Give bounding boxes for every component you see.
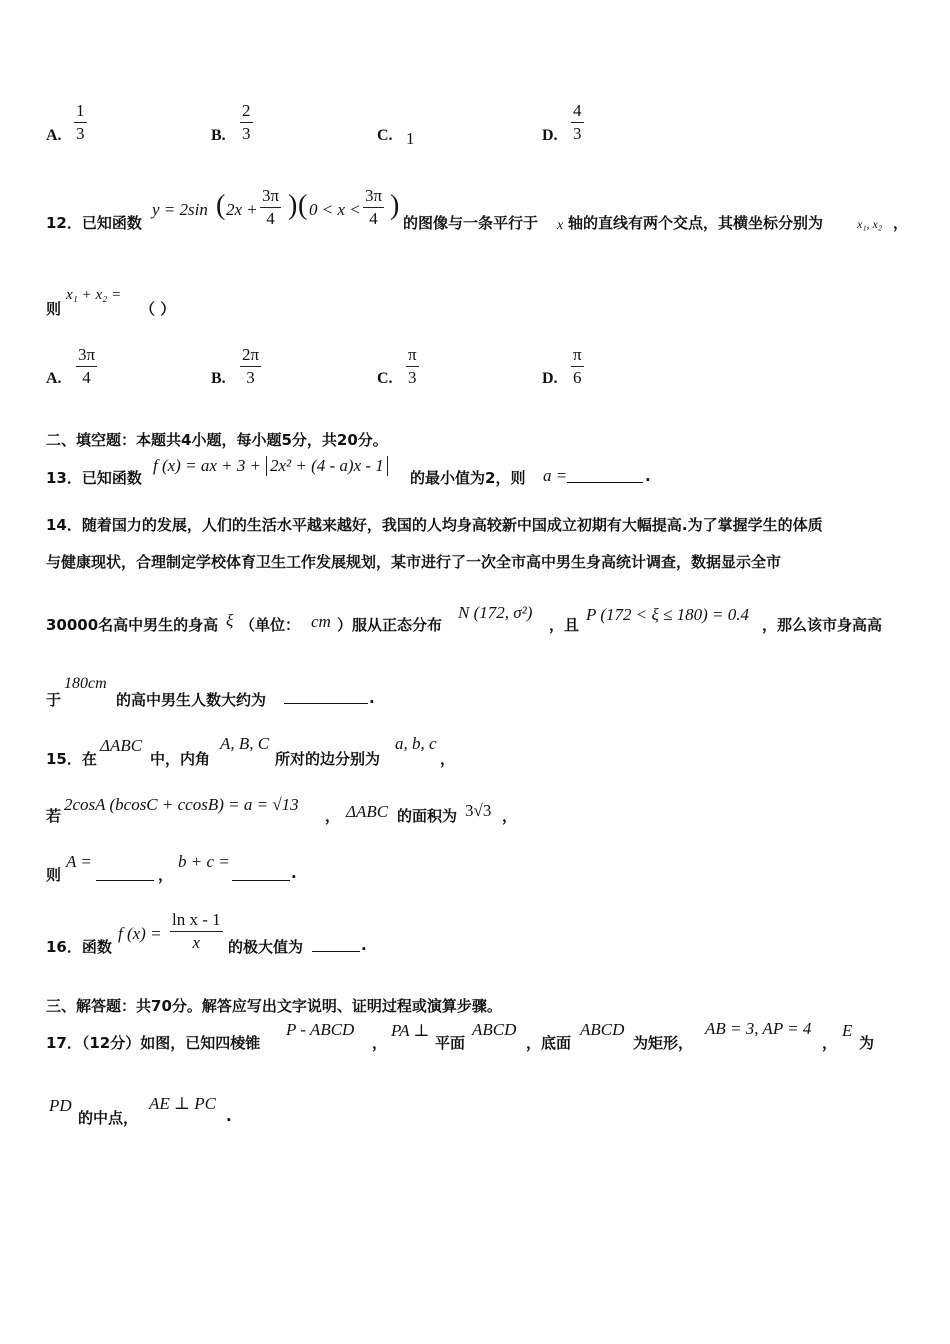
q16-number: 16．函数 xyxy=(46,938,112,956)
q17-number: 17．（12分）如图，已知四棱锥 xyxy=(46,1034,261,1052)
q12-lparen: ( xyxy=(216,190,226,221)
q12-option-a-label: A. xyxy=(46,370,62,387)
q17-end: . xyxy=(226,1107,232,1125)
q11-option-b-label: B. xyxy=(211,127,226,144)
q14-line-1: 14．随着国力的发展，人们的生活水平越来越好，我国的人均身高较新中国成立初期有大幅提高.为了掌握学生的体质 xyxy=(46,516,823,534)
q14-line-3e: ，那么该市身高高 xyxy=(762,616,883,634)
q13-text: 的最小值为2，则 xyxy=(410,469,526,487)
q12-option-d-fraction: π 6 xyxy=(573,345,582,387)
q12-text-mid: 的图像与一条平行于 xyxy=(403,214,539,232)
q17-plane: 平面 xyxy=(435,1034,466,1052)
q15-answer-bc-blank[interactable] xyxy=(232,866,290,881)
q15-triangle: ΔABC xyxy=(100,736,143,755)
q17-lengths: AB = 3, AP = 4 xyxy=(705,1019,812,1038)
q13-expr-a: f (x) = ax + 3 + xyxy=(153,456,262,475)
q14-cm: cm xyxy=(311,612,331,631)
q17-comma-3: ， xyxy=(822,1034,838,1052)
q15-triangle-2: ΔABC xyxy=(346,802,389,821)
q15-sides: a, b, c xyxy=(395,734,437,753)
q15-comma: ， xyxy=(440,750,456,768)
q12-option-a-fraction: 3π 4 xyxy=(78,345,96,387)
q16-end: . xyxy=(361,936,367,954)
q15-comma-2: ， xyxy=(158,866,174,884)
q12-option-c-fraction: π 3 xyxy=(408,345,417,387)
q12-comma: ， xyxy=(893,214,909,232)
q11-option-c-value: 1 xyxy=(406,129,415,148)
q16-answer-blank[interactable] xyxy=(312,937,360,952)
q12-option-d-label: D. xyxy=(542,370,558,387)
q12-text-end: 轴的直线有两个交点，其横坐标分别为 xyxy=(568,214,824,232)
section-3-heading: 三、解答题：共70分。解答应写出文字说明、证明过程或演算步骤。 xyxy=(46,997,502,1015)
q11-option-b-fraction: 2 3 xyxy=(242,101,251,143)
q12-option-b-label: B. xyxy=(211,370,226,387)
q12-option-c-label: C. xyxy=(377,370,393,387)
q14-end: . xyxy=(369,689,375,707)
q17-pd: PD xyxy=(49,1096,72,1115)
q14-180cm: 180cm xyxy=(64,675,107,692)
q11-option-a-label: A. xyxy=(46,127,62,144)
q15-A-eq: A = xyxy=(66,852,92,871)
q12-range-rparen: ) xyxy=(390,190,400,221)
q14-xi: ξ xyxy=(226,611,234,630)
q15-area: 3√3 xyxy=(465,801,492,820)
q12-range-fraction: 3π 4 xyxy=(365,186,383,228)
q17-is: 为 xyxy=(859,1034,875,1052)
q17-comma-1: ， xyxy=(372,1034,388,1052)
q16-text: 的极大值为 xyxy=(228,938,304,956)
q17-base: ，底面 xyxy=(526,1034,572,1052)
q12-range-start: 0 < x < xyxy=(309,200,361,219)
q14-answer-blank[interactable] xyxy=(284,689,368,704)
q15-text-4: 的面积为 xyxy=(397,807,458,825)
q17-rectangle: 为矩形， xyxy=(633,1034,694,1052)
q14-probability: P (172 < ξ ≤ 180) = 0.4 xyxy=(586,605,749,624)
q15-equation: 2cosA (bcosC + ccosB) = a = √13 xyxy=(64,795,299,814)
q14-line-2: 与健康现状，合理制定学校体育卫生工作发展规划，某市进行了一次全市高中男生身高统计调查，数据显示全市 xyxy=(46,553,782,571)
q17-E: E xyxy=(842,1021,853,1040)
q12-fn-fraction: 3π 4 xyxy=(262,186,280,228)
q12-x1x2: x₁, x₂ xyxy=(857,217,882,231)
q15-angles: A, B, C xyxy=(220,734,270,753)
q13-expr-abs: 2x² + (4 - a)x - 1 xyxy=(266,456,388,476)
q15-if: 若 xyxy=(46,807,62,825)
q13-number: 13．已知函数 xyxy=(46,469,142,487)
q12-fn-2x: 2x + xyxy=(226,200,258,219)
q13-end: . xyxy=(645,467,651,485)
q14-line-3b: （单位： xyxy=(240,616,301,634)
q16-fraction: ln x - 1 x xyxy=(172,910,221,952)
q11-option-c-label: C. xyxy=(377,127,393,144)
q17-abcd: ABCD xyxy=(472,1020,517,1039)
q17-ae-perp: AE ⊥ PC xyxy=(149,1094,216,1113)
q15-number: 15．在 xyxy=(46,750,97,768)
q14-line-4b: 的高中男生人数大约为 xyxy=(116,691,267,709)
q11-option-a-fraction: 1 3 xyxy=(76,101,85,143)
q13-var-a: a = xyxy=(543,466,568,485)
q12-x-axis: x xyxy=(557,218,564,233)
q12-fn-y: y = 2sin xyxy=(152,200,208,219)
q15-answer-a-blank[interactable] xyxy=(96,866,154,881)
q15-bc-eq: b + c = xyxy=(178,852,230,871)
q14-line-3a: 30000名高中男生的身高 xyxy=(46,616,219,634)
q15-then: 则 xyxy=(46,866,62,884)
q12-option-b-fraction: 2π 3 xyxy=(242,345,260,387)
q15-end: . xyxy=(291,864,297,882)
q11-option-d-label: D. xyxy=(542,127,558,144)
q11-option-d-fraction: 4 3 xyxy=(573,101,582,143)
q12-then: 则 xyxy=(46,300,62,318)
q14-line-3d: ，且 xyxy=(549,616,580,634)
q17-midpoint: 的中点， xyxy=(78,1109,139,1127)
q17-pyramid: P - ABCD xyxy=(286,1020,355,1039)
q12-number: 12．已知函数 xyxy=(46,214,142,232)
section-2-heading: 二、填空题：本题共4小题，每小题5分，共20分。 xyxy=(46,431,388,449)
q15-text-5: ， xyxy=(502,807,518,825)
q15-text-3: ， xyxy=(325,807,341,825)
q15-text-2: 所对的边分别为 xyxy=(275,750,381,768)
q14-line-3c: ）服从正态分布 xyxy=(337,616,443,634)
q14-line-4a: 于 xyxy=(46,691,62,709)
q17-abcd-2: ABCD xyxy=(580,1020,625,1039)
q12-sum-expr: x₁ + x₂ = xyxy=(66,287,122,303)
q12-range-lparen: ( xyxy=(298,190,308,221)
q14-normal: N (172, σ²) xyxy=(458,603,533,622)
q13-answer-blank[interactable] xyxy=(567,468,643,483)
q12-rparen: ) xyxy=(288,190,298,221)
q16-fx: f (x) = xyxy=(118,924,162,943)
q17-pa-perp: PA ⊥ xyxy=(391,1021,430,1040)
q15-text-1: 中，内角 xyxy=(150,750,211,768)
q12-paren: （ ） xyxy=(140,300,176,318)
